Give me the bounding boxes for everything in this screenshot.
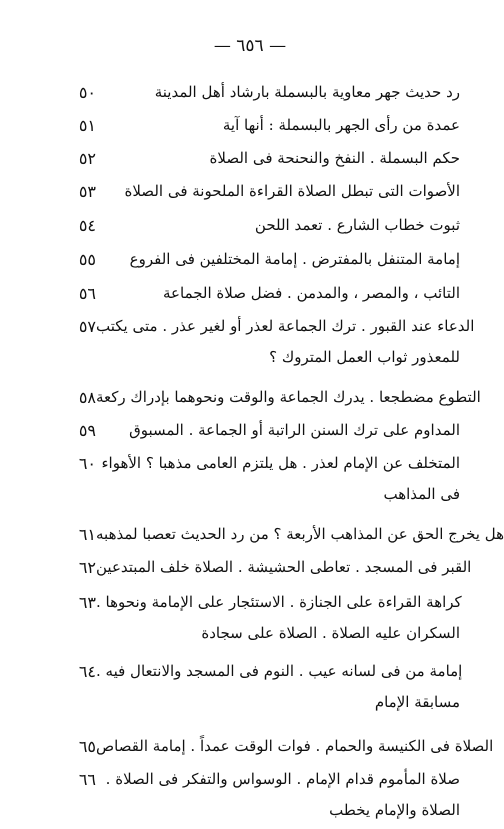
- entry-number: ٦١: [78, 524, 96, 544]
- entry-59: [60, 418, 460, 442]
- entry-number: ٦٥: [78, 736, 96, 756]
- entry-65: [60, 734, 494, 758]
- entry-text: صلاة المأموم قدام الإمام . الوسواس والتفكر فى الصلاة .: [105, 770, 460, 788]
- entry-56: [60, 281, 460, 305]
- entry-58: [60, 385, 481, 409]
- entry-text: ثبوت خطاب الشارع . تعمد اللحن: [254, 216, 460, 234]
- entry-number: ٦٠: [78, 453, 96, 473]
- entry-text: رد حديث جهر معاوية بالبسملة بارشاد أهل المدينة: [154, 83, 460, 101]
- entry-text: المتخلف عن الإمام لعذر . هل يلتزم العامى مذهبا ؟ الأهواء: [101, 454, 460, 472]
- entry-51: [60, 113, 460, 137]
- entry-text: الدعاء عند القبور . ترك الجماعة لعذر أو لغير عذر . متى يكتب: [96, 317, 475, 335]
- entry-60-continuation: [60, 482, 460, 506]
- entry-number: ٥٥: [78, 249, 96, 269]
- entry-text: عمدة من رأى الجهر بالبسملة : أنها آية: [222, 116, 460, 134]
- entry-50: [60, 80, 460, 104]
- entry-text: فى المذاهب: [383, 485, 460, 503]
- entry-number: ٥٢: [78, 148, 96, 168]
- entry-57: [60, 314, 475, 338]
- entry-text: هل يخرج الحق عن المذاهب الأربعة ؟ من رد الحديث تعصبا لمذهبه: [96, 525, 504, 543]
- entry-text: المداوم على ترك السنن الراتبة أو الجماعة . المسبوق: [129, 421, 460, 439]
- entry-64: [60, 659, 463, 683]
- entry-number: ٥٨: [78, 387, 96, 407]
- entry-number: ٥٦: [78, 283, 96, 303]
- entry-63-continuation: [60, 621, 460, 645]
- entry-number: ٦٤: [78, 661, 96, 681]
- entry-text: القبر فى المسجد . تعاطى الحشيشة . الصلاة خلف المبتدعين: [96, 558, 472, 576]
- entry-text: الأصوات التى تبطل الصلاة القراءة الملحونة فى الصلاة: [124, 182, 460, 200]
- entry-52: [60, 146, 460, 170]
- entry-55: [60, 247, 460, 271]
- entry-text: مسابقة الإمام: [374, 693, 460, 711]
- entry-number: ٦٢: [78, 557, 96, 577]
- entry-text: التائب ، والمصر ، والمدمن . فضل صلاة الجماعة: [163, 284, 460, 302]
- entry-62: [60, 555, 472, 579]
- entry-text: إمامة من فى لسانه عيب . النوم فى المسجد والانتعال فيه .: [96, 662, 463, 680]
- entry-text: الصلاة والإمام يخطب: [329, 801, 460, 819]
- entry-61: [60, 522, 504, 546]
- entry-number: ٥٠: [78, 82, 96, 102]
- entry-63: [60, 590, 460, 614]
- entry-60: [60, 451, 460, 475]
- entry-57-continuation: [60, 345, 460, 369]
- entry-number: ٦٣: [78, 592, 96, 612]
- entry-66-continuation: [60, 798, 460, 822]
- entry-text: إمامة المتنفل بالمفترض . إمامة المختلفين فى الفروع: [129, 250, 460, 268]
- entry-54: [60, 213, 460, 237]
- page-number: — ٦٥٦ —: [213, 36, 287, 56]
- entry-53: [60, 179, 460, 203]
- entry-text: التطوع مضطجعا . يدرك الجماعة والوقت ونحوهما بإدراك ركعة: [96, 388, 481, 406]
- entry-64-continuation: [60, 690, 460, 714]
- entry-text: السكران عليه الصلاة . الصلاة على سجادة: [201, 624, 460, 642]
- entry-66: [60, 767, 460, 791]
- entry-number: ٥٣: [78, 181, 96, 201]
- entry-number: ٥١: [78, 115, 96, 135]
- entry-text: الصلاة فى الكنيسة والحمام . فوات الوقت عمداً . إمامة القصاص: [96, 737, 494, 755]
- entry-number: ٦٦: [78, 769, 96, 789]
- entry-number: ٥٩: [78, 420, 96, 440]
- entry-text: حكم البسملة . النفخ والنحنحة فى الصلاة: [209, 149, 460, 167]
- entry-text: للمعذور ثواب العمل المتروك ؟: [269, 348, 460, 366]
- entry-number: ٥٤: [78, 215, 96, 235]
- entry-number: ٥٧: [78, 316, 96, 336]
- entry-text: كراهة القراءة على الجنازة . الاستئجار على الإمامة ونحوها .: [96, 593, 462, 611]
